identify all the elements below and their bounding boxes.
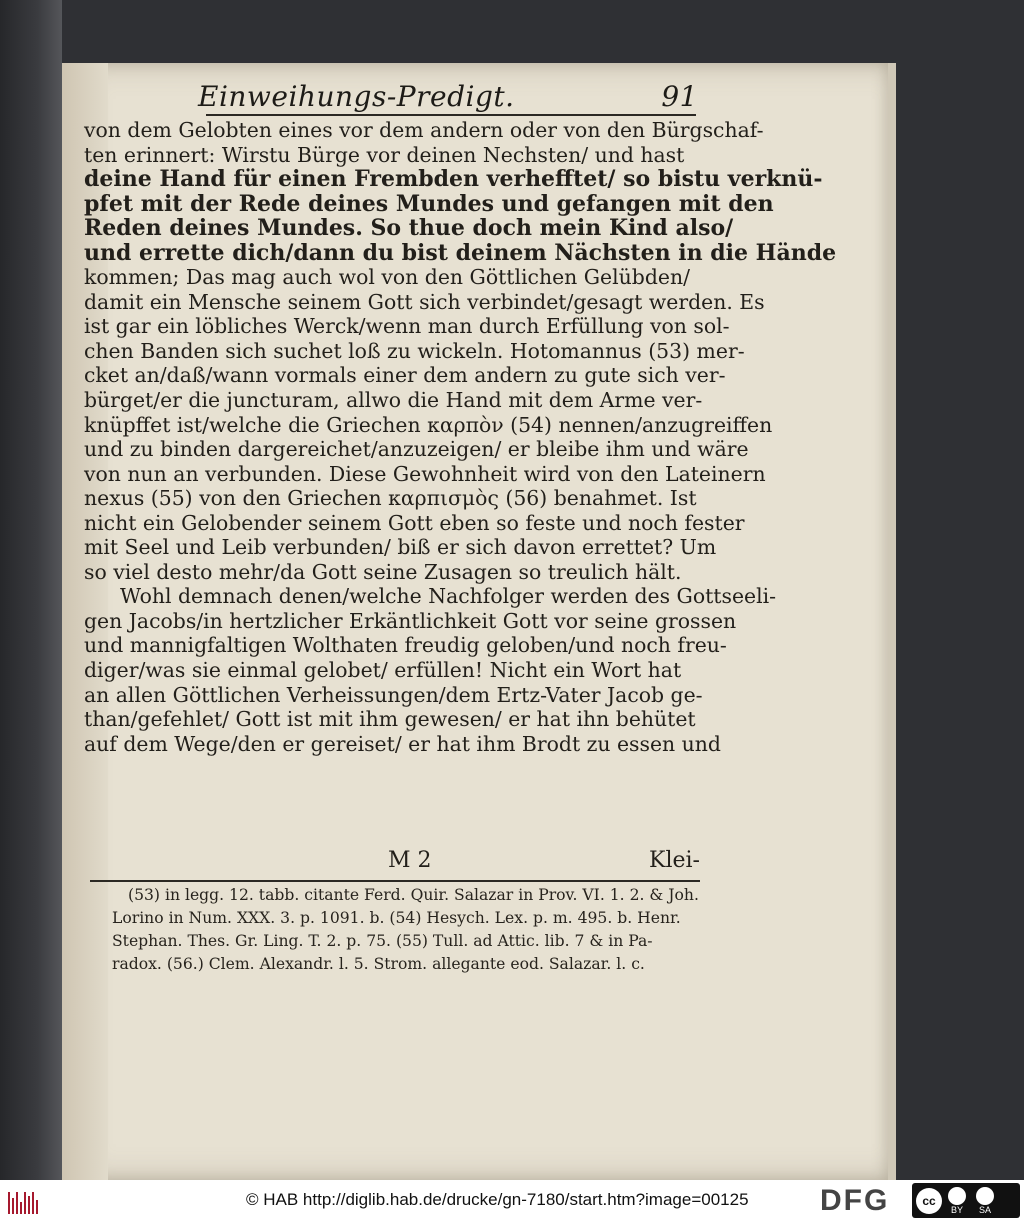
text-line: bürget/er die juncturam, allwo die Hand mit dem Arme ver- [84,388,703,413]
signature-mark: M 2 [388,848,432,873]
text-line: knüpffet ist/welche die Griechen καρπὸν (54) nennen/anzugreiffen [84,412,773,437]
hab-logo-icon [8,1188,38,1214]
text-line: von nun an verbunden. Diese Gewohnheit wird von den Lateinern [84,461,766,486]
sa-label: SA [978,1204,991,1215]
sa-group [976,1187,994,1215]
by-group [948,1187,966,1215]
by-label: BY [950,1204,963,1215]
text-line: an allen Göttlichen Verheissungen/dem Ertz-Vater Jacob ge- [84,682,703,707]
text-line: auf dem Wege/den er gereiset/ er hat ihm Brodt zu essen und [84,731,721,756]
text-line: ten erinnert: Wirstu Bürge vor deinen Nechsten/ und hast [84,142,685,167]
text-line: Wohl demnach denen/welche Nachfolger werden des Gottseeli- [120,584,777,609]
footnotes [112,884,702,976]
text-line: pfet mit der Rede deines Mundes und gefangen mit den [84,190,774,217]
text-line: diger/was sie einmal gelobet/ erfüllen! Nicht ein Wort hat [84,658,682,683]
attribution-icon [948,1187,966,1205]
text-line: und zu binden dargereichet/anzuzeigen/ er bleibe ihm und wäre [84,437,749,462]
page-number: 91 [661,80,698,113]
text-line: nexus (55) von den Griechen καρπισμὸς (56) benahmet. Ist [84,486,697,511]
text-line: ist gar ein löbliches Werck/wenn man durch Erfüllung von sol- [84,314,730,339]
text-line: damit ein Mensche seinem Gott sich verbindet/gesagt werden. Es [84,289,765,314]
book-binding-shadow [0,0,62,1180]
cc-license-badge[interactable] [912,1183,1020,1218]
cc-icon: cc [916,1188,942,1214]
text-line: von dem Gelobten eines vor dem andern oder von den Bürgschaf- [84,118,764,142]
text-line: cket an/daß/wann vormals einer dem andern zu gute sich ver- [84,363,726,388]
header-rule [206,114,696,116]
footnote-line: radox. (56.) Clem. Alexandr. l. 5. Strom. allegante eod. Salazar. l. c. [112,955,645,973]
footnote-line: Lorino in Num. XXX. 3. p. 1091. b. (54) Hesych. Lex. p. m. 495. b. Henr. [112,909,681,927]
text-line: gen Jacobs/in hertzlicher Erkäntlichkeit Gott vor seine grossen [84,608,737,633]
text-line: und mannigfaltigen Wolthaten freudig geloben/und noch freu- [84,633,727,658]
catchword: Klei- [649,848,700,873]
footnote-rule [90,880,700,882]
text-line: so viel desto mehr/da Gott seine Zusagen so treulich hält. [84,559,682,584]
text-line: deine Hand für einen Frembden verhefftet/ so bistu verknü- [84,166,823,193]
header-title: Einweihungs-Predigt. [198,80,515,113]
footnote-line: Stephan. Thes. Gr. Ling. T. 2. p. 75. (55) Tull. ad Attic. lib. 7 & in Pa- [112,932,653,950]
body-text [84,118,837,756]
page-edge [888,63,896,1180]
share-alike-icon [976,1187,994,1205]
text-line: mit Seel und Leib verbunden/ biß er sich davon errettet? Um [84,535,717,560]
text-line: nicht ein Gelobender seinem Gott eben so feste und noch fester [84,510,745,535]
signature-line [88,848,700,876]
text-line: chen Banden sich suchet loß zu wickeln. Hotomannus (53) mer- [84,338,745,363]
footnote-line: (53) in legg. 12. tabb. citante Ferd. Quir. Salazar in Prov. VI. 1. 2. & Joh. [128,886,699,904]
dfg-logo: DFG [820,1184,890,1217]
text-line: und errette dich/dann du bist deinem Nächsten in die Hände [84,239,837,266]
copyright-link[interactable]: © HAB http://diglib.hab.de/drucke/gn-7180/start.htm?image=00125 [246,1190,749,1209]
text-line: Reden deines Mundes. So thue doch mein Kind also/ [84,215,734,242]
viewer-footer-bar [0,1180,1024,1221]
text-line: than/gefehlet/ Gott ist mit ihm gewesen/ er hat ihn behütet [84,707,696,732]
text-line: kommen; Das mag auch wol von den Göttlichen Gelübden/ [84,265,690,290]
